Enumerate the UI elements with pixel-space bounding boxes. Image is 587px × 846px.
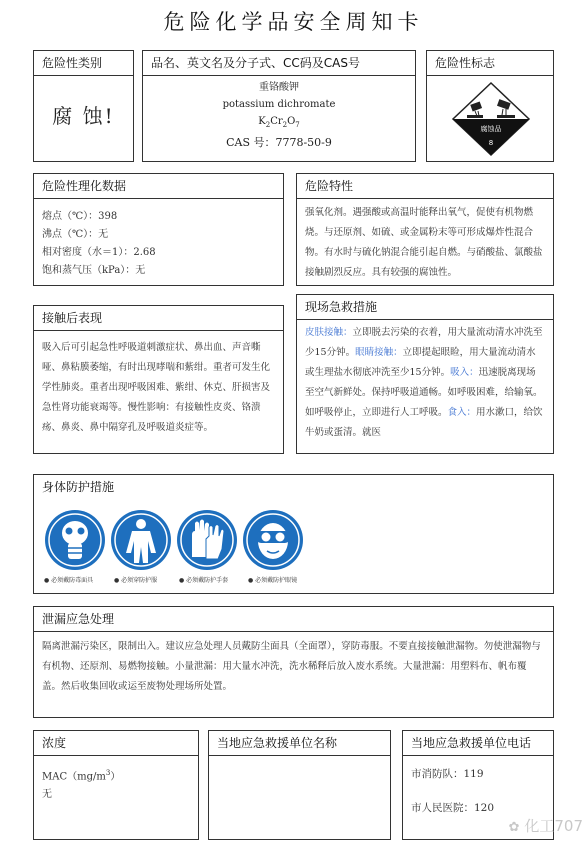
ppe-label-suit: ● 必须穿防护服 xyxy=(114,577,158,584)
wechat-icon: ✿ xyxy=(508,820,520,835)
relative-density: 相对密度（水＝1）：2.68 xyxy=(42,247,156,258)
boiling-point: 沸点（℃）：无 xyxy=(42,229,109,240)
identity-box xyxy=(142,50,416,162)
first-aid-box xyxy=(296,294,554,454)
safety-goggles-icon xyxy=(242,509,304,571)
leak-header: 泄漏应急处理 xyxy=(34,607,553,632)
mac-value: 无 xyxy=(42,789,52,801)
identity-header: 品名、英文名及分子式、CC码及CAS号 xyxy=(143,51,415,76)
hazard-category-box xyxy=(33,50,134,162)
leak-text: 隔离泄漏污染区，限制出入。建议应急处理人员戴防尘面具（全面罩），穿防毒服。不要直接接触泄漏物。勿使泄漏物与有机物、还原剂、易燃物接触。小量泄漏：用大量水冲洗，洗水稀释后放入废水系统。大量泄漏：用塑料布、帆布覆盖。然后收集回收或运至废物处理场所处置。 xyxy=(42,641,541,692)
vapor-pressure: 饱和蒸气压（kPa）：无 xyxy=(42,265,146,276)
corrosive-sign-number: 8 xyxy=(488,139,494,147)
hazard-properties-text: 强氧化剂。遇强酸或高温时能释出氧气，促使有机物燃烧。与还原剂、如硫、或金属粉末等可形成爆炸性混合物。有水时与硫化钠混合能引起自燃。与硝酸盐、氯酸盐接触剧烈反应。具有较强的腐蚀性。 xyxy=(305,207,543,278)
eye-contact-text: 立即提起眼睑，用大量流动清水或生理盐水彻底冲洗至少15分钟。 xyxy=(305,347,536,378)
local-unit-box xyxy=(208,730,391,840)
watermark xyxy=(509,815,583,836)
hazard-category-header: 危险性类别 xyxy=(34,51,133,76)
exposure-box xyxy=(33,305,284,454)
first-aid-header: 现场急救措施 xyxy=(297,295,553,320)
hospital-phone: 市人民医院：120 xyxy=(411,802,495,814)
ppe-label-goggles: ● 必须戴防护眼镜 xyxy=(248,577,298,584)
exposure-header: 接触后表现 xyxy=(34,306,283,331)
card-title: 危险化学品安全周知卡 xyxy=(163,10,424,34)
ppe-label-gas-mask: ● 必须戴防毒面具 xyxy=(44,577,94,584)
hazard-sign-header: 危险性标志 xyxy=(427,51,553,76)
ingestion-label: 食入： xyxy=(447,407,477,418)
skin-contact-label: 皮肤接触： xyxy=(305,327,353,338)
protective-gloves-icon xyxy=(176,509,238,571)
physchem-box xyxy=(33,173,284,286)
chemical-cn-name: 重铬酸钾 xyxy=(259,82,299,93)
skin-contact-text: 立即脱去污染的衣着，用大量流动清水冲洗至少15分钟。 xyxy=(305,327,543,358)
exposure-text: 吸入后可引起急性呼吸道刺激症状、鼻出血、声音嘶哑、鼻粘膜萎缩，有时出现哮喘和紫绀。重者可发生化学性肺炎。重者出现呼吸困难、紫绀、休克、肝损害及急性肾功能衰竭等。慢性影响：有接触性皮炎、铬溃疡、鼻炎、鼻中隔穿孔及呼吸道炎症等。 xyxy=(42,342,271,433)
melting-point: 熔点（℃）：398 xyxy=(42,211,118,222)
corrosive-sign-icon xyxy=(451,81,531,157)
fire-brigade-phone: 市消防队：119 xyxy=(411,768,484,780)
hazard-properties-box xyxy=(296,173,554,286)
concentration-box xyxy=(33,730,199,840)
inhalation-text: 迅速脱离现场至空气新鲜处。保持呼吸道通畅。如呼吸困难，给输氧。如呼吸停止，立即进行人工呼吸。 xyxy=(305,367,543,418)
hazard-category-value: 腐 蚀! xyxy=(52,104,115,128)
gas-mask-icon xyxy=(44,509,106,571)
protection-header: 身体防护措施 xyxy=(42,480,115,494)
hazard-sign-box xyxy=(426,50,554,162)
chemical-en-name: potassium dichromate xyxy=(222,99,336,110)
corrosive-sign-label: 腐蚀品 xyxy=(480,125,502,133)
cas-number: CAS 号：7778-50-9 xyxy=(226,136,332,149)
watermark-text: 化工707 xyxy=(524,817,583,835)
protective-suit-icon xyxy=(110,509,172,571)
mac-label: $MAC(mg/m^3)$ xyxy=(42,769,121,783)
concentration-header: 浓度 xyxy=(34,731,198,756)
ppe-label-gloves: ● 必须戴防护手套 xyxy=(179,577,229,584)
hazard-properties-header: 危险特性 xyxy=(297,174,553,199)
leak-box xyxy=(33,606,554,718)
eye-contact-label: 眼睛接触： xyxy=(355,347,403,358)
phone-header: 当地应急救援单位电话 xyxy=(403,731,553,756)
local-unit-header: 当地应急救援单位名称 xyxy=(209,731,390,756)
protection-box xyxy=(33,474,554,594)
chemical-formula: $K_2Cr_2O_7$ xyxy=(258,116,300,129)
inhalation-label: 吸入： xyxy=(450,367,479,378)
physchem-header: 危险性理化数据 xyxy=(34,174,283,199)
ingestion-text: 用水漱口，给饮牛奶或蛋清。就医 xyxy=(305,407,543,438)
